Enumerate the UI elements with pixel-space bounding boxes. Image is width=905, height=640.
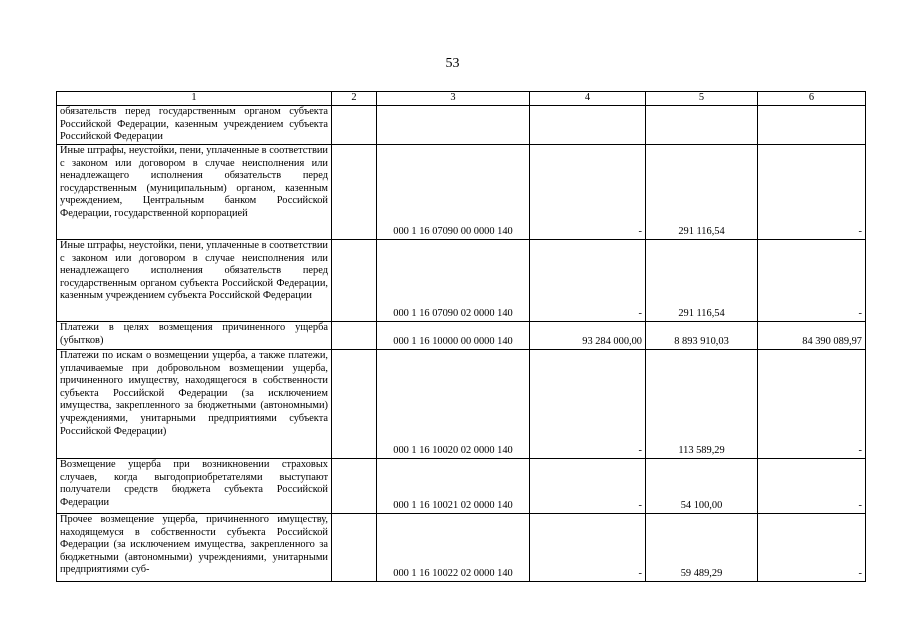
row-description: Платежи в целях возмещения причиненного ущерба (убытков)	[57, 322, 332, 350]
row-code: 000 1 16 10020 02 0000 140	[377, 350, 530, 459]
row-col5: 54 100,00	[646, 459, 758, 514]
row-col6: -	[758, 514, 866, 582]
row-col4: -	[530, 350, 646, 459]
row-code	[377, 106, 530, 145]
row-col2	[332, 145, 377, 240]
table-row	[57, 350, 866, 459]
row-col2	[332, 459, 377, 514]
row-col6: -	[758, 459, 866, 514]
row-code: 000 1 16 10021 02 0000 140	[377, 459, 530, 514]
row-col5: 113 589,29	[646, 350, 758, 459]
row-col4: -	[530, 145, 646, 240]
row-code: 000 1 16 07090 00 0000 140	[377, 145, 530, 240]
row-col4	[530, 106, 646, 145]
row-col5	[646, 106, 758, 145]
row-description: Иные штрафы, неустойки, пени, уплаченные в соответствии с законом или договором в случае неисполнения или ненадлежащего исполнения обязательств перед государственным органом субъекта Российской Федерации, казенным учреждением субъекта Российской Федерации	[57, 240, 332, 322]
row-code: 000 1 16 10022 02 0000 140	[377, 514, 530, 582]
row-col5: 59 489,29	[646, 514, 758, 582]
row-col6	[758, 106, 866, 145]
table-row	[57, 106, 866, 145]
page-number: 53	[445, 56, 460, 71]
row-description: Прочее возмещение ущерба, причиненного имуществу, находящемуся в собственности субъекта Российской Федерации (за исключением имущества, закрепленного за бюджетными (автономными) учреждениями, унитарными предприятиями суб-	[57, 514, 332, 582]
row-col6: -	[758, 350, 866, 459]
row-col2	[332, 240, 377, 322]
row-description: обязательств перед государственным органом субъекта Российской Федерации, казенным учреждением субъекта Российской Федерации	[57, 106, 332, 145]
row-col4: 93 284 000,00	[530, 322, 646, 350]
row-col2	[332, 322, 377, 350]
row-description: Платежи по искам о возмещении ущерба, а также платежи, уплачиваемые при добровольном возмещении ущерба, причиненного имуществу, находящегося в собственности субъекта Российской Федерации (за исключением имущества, закрепленного за бюджетными (автономными) учреждениями, унитарными предприятиями субъекта Российской Федерации)	[57, 350, 332, 459]
row-col2	[332, 106, 377, 145]
table-row	[57, 459, 866, 514]
row-description: Иные штрафы, неустойки, пени, уплаченные в соответствии с законом или договором в случае неисполнения или ненадлежащего исполнения обязательств перед государственным (муниципальным) органом, казенным учреждением, Центральным банком Российской Федерации, государственной корпорацией	[57, 145, 332, 240]
column-header: 5	[646, 92, 758, 106]
row-col4: -	[530, 514, 646, 582]
column-header: 4	[530, 92, 646, 106]
row-col6: -	[758, 240, 866, 322]
row-code: 000 1 16 10000 00 0000 140	[377, 322, 530, 350]
row-col5: 291 116,54	[646, 145, 758, 240]
row-col2	[332, 350, 377, 459]
column-header: 3	[377, 92, 530, 106]
table-row	[57, 240, 866, 322]
header-row	[57, 92, 866, 106]
table-row	[57, 145, 866, 240]
revenue-table	[56, 91, 866, 582]
row-col4: -	[530, 459, 646, 514]
column-header: 1	[57, 92, 332, 106]
row-col4: -	[530, 240, 646, 322]
table-row	[57, 322, 866, 350]
row-col5: 291 116,54	[646, 240, 758, 322]
column-header: 6	[758, 92, 866, 106]
row-col6: 84 390 089,97	[758, 322, 866, 350]
row-col2	[332, 514, 377, 582]
row-code: 000 1 16 07090 02 0000 140	[377, 240, 530, 322]
table-row	[57, 514, 866, 582]
row-col6: -	[758, 145, 866, 240]
column-header: 2	[332, 92, 377, 106]
row-description: Возмещение ущерба при возникновении страховых случаев, когда выгодоприобретателями выступают получатели средств бюджета субъекта Российской Федерации	[57, 459, 332, 514]
row-col5: 8 893 910,03	[646, 322, 758, 350]
